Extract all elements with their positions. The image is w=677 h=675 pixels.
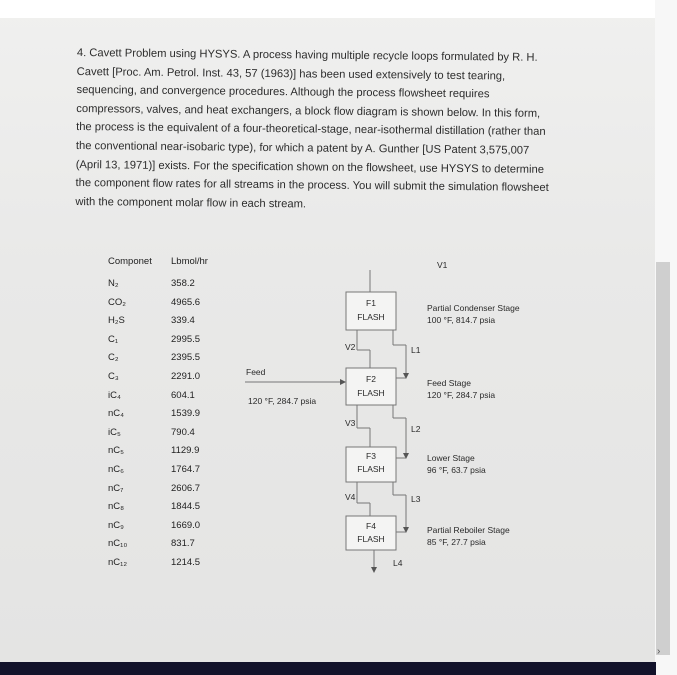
table-cell-component: nC₇ — [108, 482, 124, 494]
problem-line: with the component molar flow in each stream. — [75, 195, 307, 211]
problem-line: (April 13, 1971)] exists. For the specification shown on the flowsheet, use HYSYS to determine — [75, 158, 545, 176]
f1-stage-conditions: 100 °F, 814.7 psia — [427, 315, 496, 325]
f1-stage-name: Partial Condenser Stage — [427, 303, 520, 313]
table-cell-flow: 358.2 — [171, 278, 195, 289]
problem-line: the conventional near-isobaric type), for which a patent by A. Gunther [US Patent 3,575,007 — [75, 139, 530, 157]
table-cell-flow: 604.1 — [171, 389, 195, 401]
table-cell-component: nC₁₀ — [108, 538, 128, 550]
table-cell-component: nC₉ — [108, 519, 124, 531]
f3-name: F3 — [366, 451, 376, 461]
table-cell-flow: 1669.0 — [171, 519, 201, 531]
l1-label: L1 — [411, 345, 421, 355]
f2-stage-conditions: 120 °F, 284.7 psia — [427, 390, 496, 400]
scroll-right-arrow-icon[interactable]: › — [657, 646, 661, 657]
f2-name: F2 — [366, 374, 376, 384]
table-cell-component: iC₅ — [108, 426, 121, 438]
v2-label: V2 — [345, 342, 356, 352]
table-cell-flow: 2291.0 — [171, 371, 201, 382]
table-cell-component: nC₈ — [108, 501, 125, 513]
table-cell-component: C₁ — [108, 333, 119, 345]
table-cell-flow: 1214.5 — [171, 557, 201, 568]
f4-label: FLASH — [357, 534, 385, 544]
table-cell-component: iC₄ — [108, 389, 121, 401]
table-cell-flow: 2995.5 — [171, 333, 201, 345]
l4-label: L4 — [393, 558, 403, 568]
f3-stage-conditions: 96 °F, 63.7 psia — [427, 465, 486, 475]
table-header-component: Componet — [108, 256, 152, 267]
table-cell-component: nC₅ — [108, 445, 124, 457]
table-header-flow: Lbmol/hr — [171, 256, 208, 267]
table-cell-flow: 1764.7 — [171, 464, 201, 475]
problem-line: the process is the equivalent of a four-theoretical-stage, near-isothermal distillation (rather than — [76, 121, 546, 139]
v4-label: V4 — [345, 492, 356, 502]
table-cell-component: nC₆ — [108, 464, 124, 475]
f3-label: FLASH — [357, 464, 385, 474]
v1-label: V1 — [437, 260, 448, 270]
problem-line: 4. Cavett Problem using HYSYS. A process having multiple recycle loops formulated by R. H. — [76, 46, 538, 64]
f2-label: FLASH — [357, 388, 385, 398]
f3-stage-name: Lower Stage — [427, 453, 475, 463]
f2-stage-name: Feed Stage — [427, 378, 471, 388]
table-cell-component: CO₂ — [108, 296, 126, 308]
l3-label: L3 — [411, 494, 421, 504]
table-cell-flow: 339.4 — [171, 315, 195, 327]
table-cell-flow: 2606.7 — [171, 482, 201, 494]
table-cell-flow: 831.7 — [171, 538, 195, 550]
f1-label: FLASH — [357, 312, 385, 322]
table-cell-flow: 1539.9 — [171, 408, 201, 420]
problem-line: the component flow rates for all streams in the process. You will submit the simulation flowsheet — [75, 177, 549, 195]
f4-stage-name: Partial Reboiler Stage — [427, 525, 510, 535]
table-cell-flow: 4965.6 — [171, 296, 201, 308]
f1-name: F1 — [366, 298, 376, 308]
table-cell-component: nC₄ — [108, 408, 125, 420]
table-cell-component: C₃ — [108, 371, 119, 382]
table-cell-flow: 2395.5 — [171, 352, 201, 364]
problem-line: compressors, valves, and heat exchangers, a block flow diagram is shown below. In this form, — [76, 102, 541, 120]
table-cell-flow: 790.4 — [171, 426, 195, 438]
table-cell-flow: 1844.5 — [171, 501, 201, 513]
table-cell-component: C₂ — [108, 352, 119, 364]
table-cell-flow: 1129.9 — [171, 445, 200, 457]
f4-stage-conditions: 85 °F, 27.7 psia — [427, 537, 486, 547]
feed-label: Feed — [246, 367, 266, 377]
problem-line: sequencing, and convergence procedures. Although the process flowsheet requires — [76, 84, 490, 101]
table-cell-component: N₂ — [108, 278, 119, 289]
table-cell-component: H₂S — [108, 315, 125, 327]
table-cell-component: nC₁₂ — [108, 557, 128, 568]
v3-label: V3 — [345, 418, 356, 428]
f4-name: F4 — [366, 521, 376, 531]
feed-conditions: 120 °F, 284.7 psia — [248, 396, 317, 406]
problem-line: Cavett [Proc. Am. Petrol. Inst. 43, 57 (1963)] has been used extensively to test tearing, — [76, 65, 506, 83]
l2-label: L2 — [411, 424, 421, 434]
